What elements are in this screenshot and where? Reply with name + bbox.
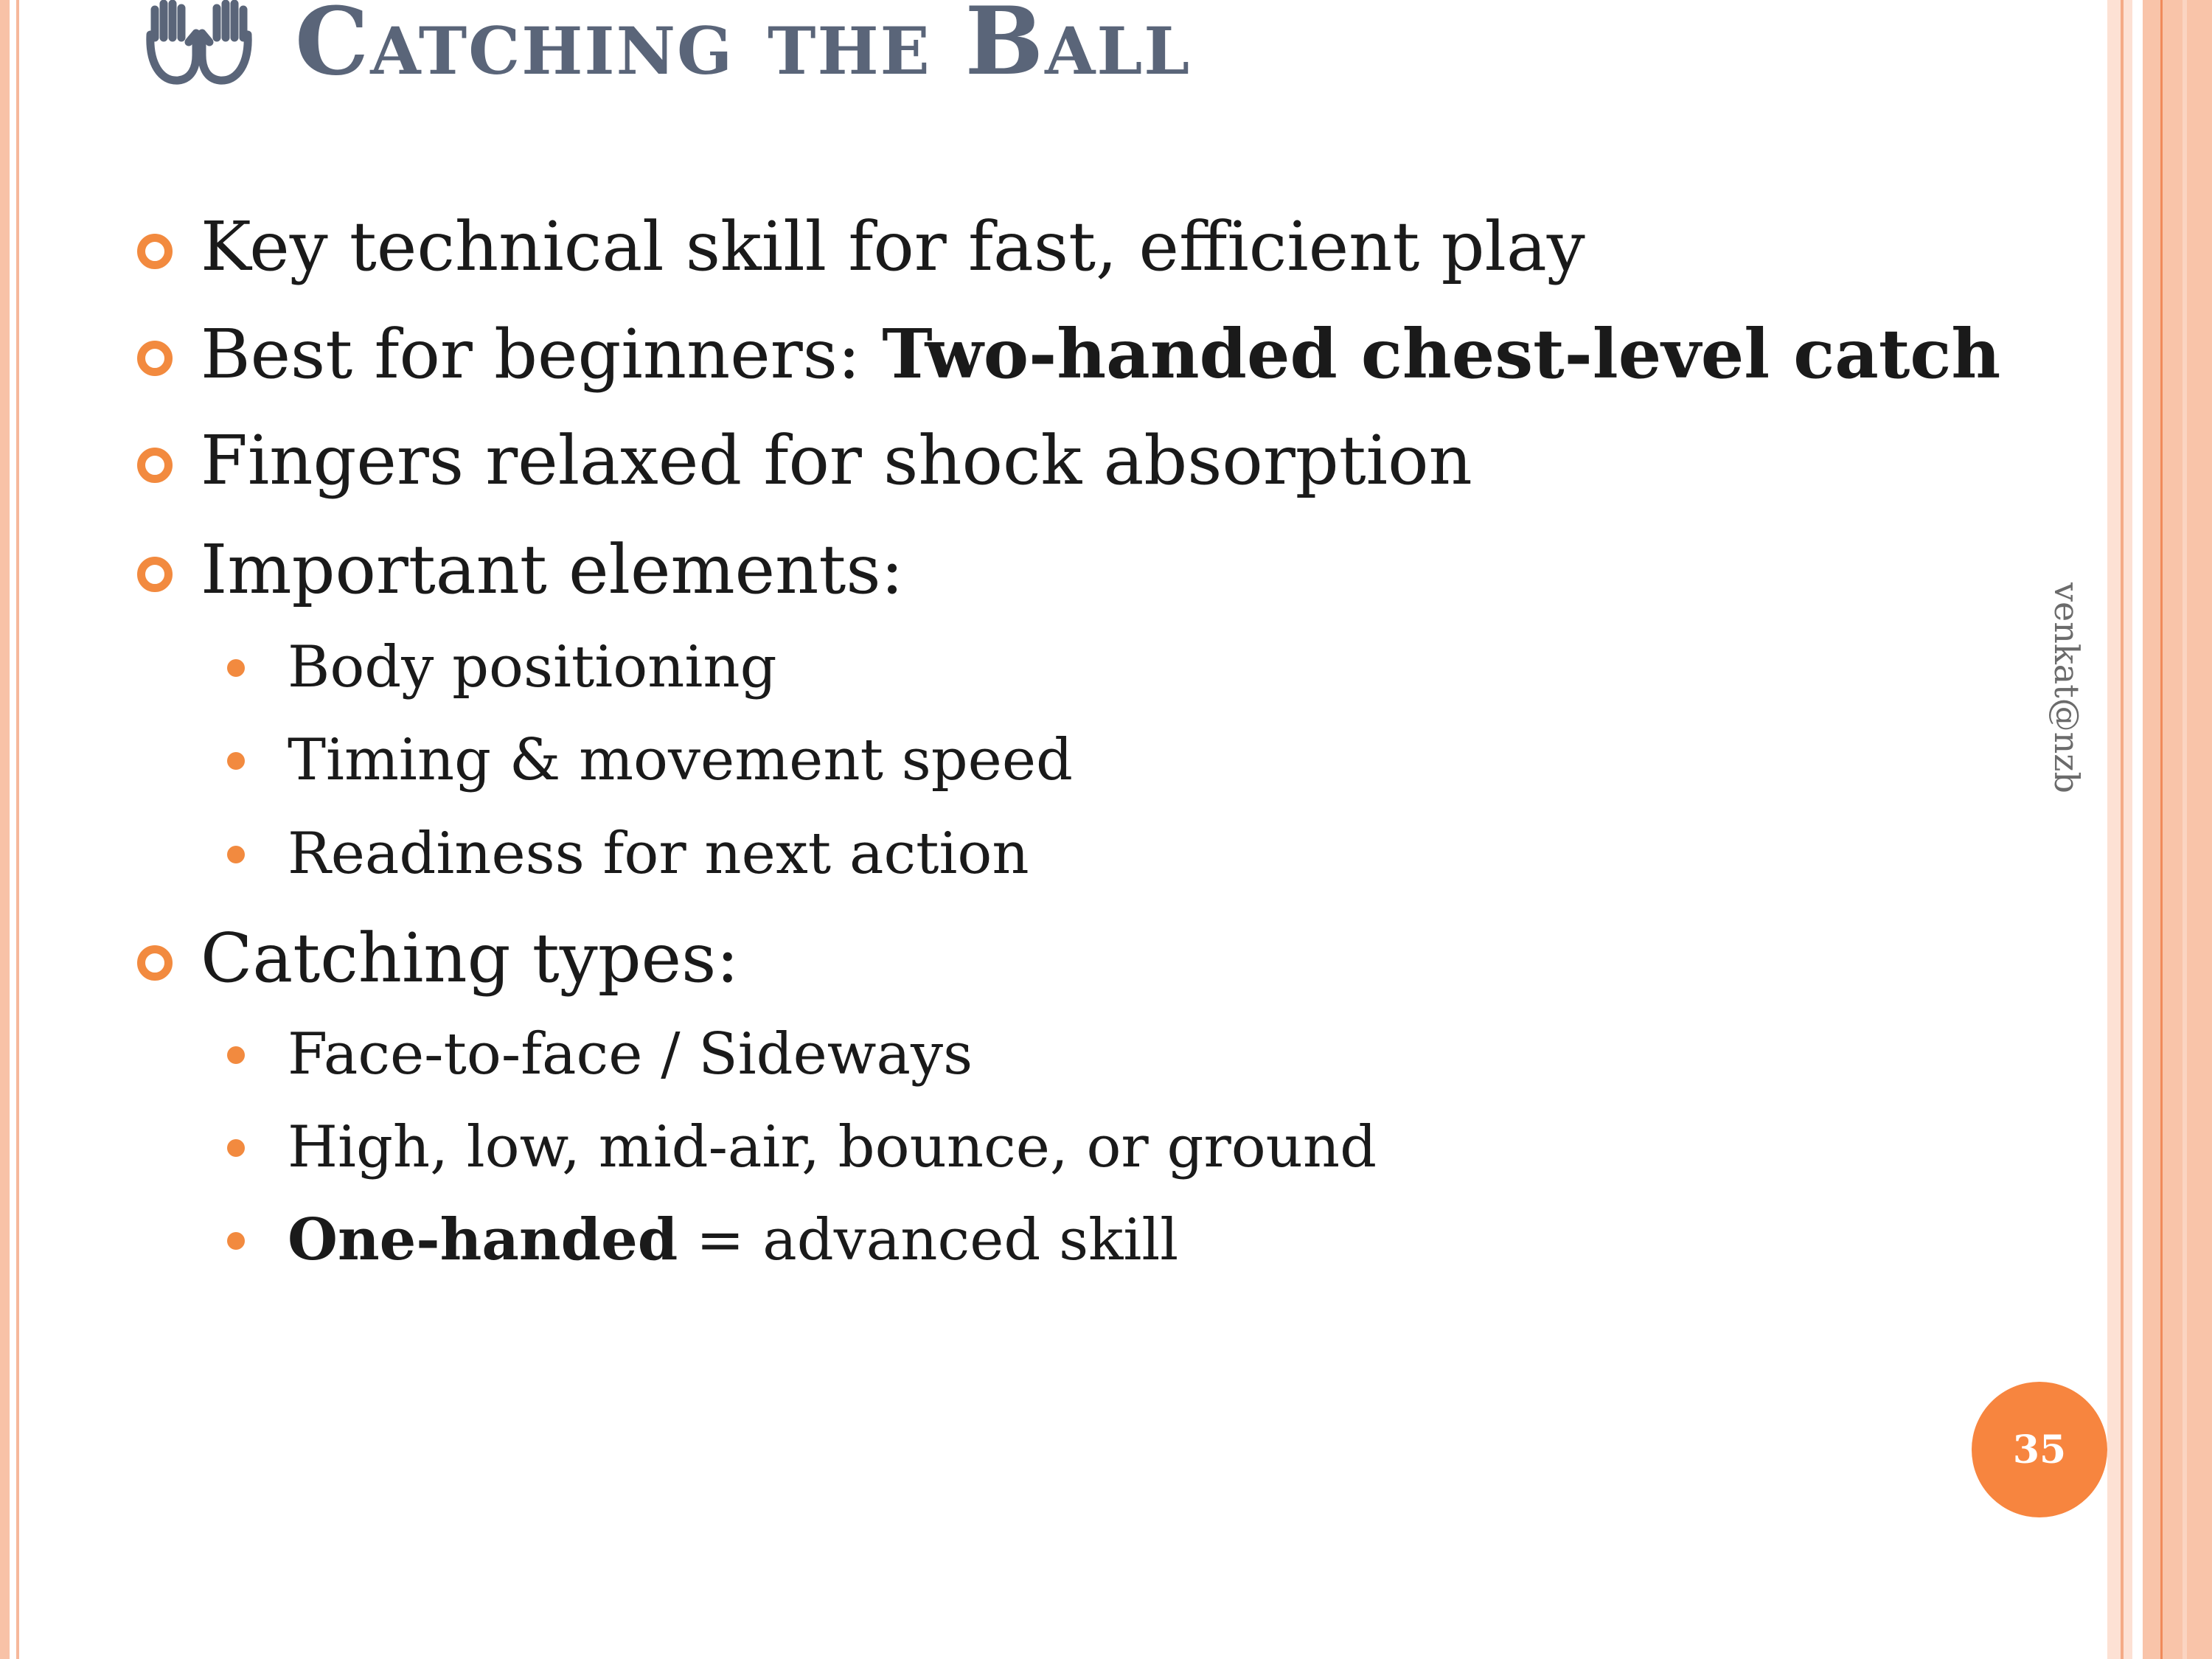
sub-bullet-text: Body positioning xyxy=(288,634,777,700)
side-author-text: venkat@nzb xyxy=(2047,582,2087,793)
bullet-dot-icon xyxy=(227,1232,245,1250)
sub-bullet-item xyxy=(288,632,777,703)
bullet-dot-icon xyxy=(227,752,245,770)
bullet-item xyxy=(201,420,1472,501)
title-row xyxy=(140,0,1192,96)
bullet-dot-icon xyxy=(227,659,245,677)
bullet-text: Fingers relaxed for shock absorption xyxy=(201,421,1472,500)
bullet-text: Key technical skill for fast, efficient play xyxy=(201,207,1585,286)
bullet-circle-icon xyxy=(137,448,173,483)
left-border-stripe xyxy=(0,0,10,1659)
sub-bullet-text: Readiness for next action xyxy=(288,821,1029,887)
bullet-item xyxy=(201,313,2000,395)
sub-bullet-item xyxy=(288,725,1073,796)
right-border-stripe-light-2 xyxy=(2124,0,2132,1659)
right-border-stripe-light xyxy=(2107,0,2121,1659)
bullet-circle-icon xyxy=(137,341,173,376)
bullet-circle-icon xyxy=(137,945,173,981)
bullet-item xyxy=(201,918,739,999)
page-number-badge: 35 xyxy=(1972,1382,2107,1517)
bullet-text: Catching types: xyxy=(201,919,740,998)
sub-bullet-text: = advanced skill xyxy=(678,1207,1179,1273)
bullet-text: Best for beginners: xyxy=(201,315,883,394)
right-border-band-line xyxy=(2160,0,2163,1659)
bullet-dot-icon xyxy=(227,1139,245,1157)
sub-bullet-text: High, low, mid-air, bounce, or ground xyxy=(288,1114,1377,1180)
bullet-item xyxy=(201,529,904,611)
sub-bullet-item xyxy=(288,1205,1178,1276)
sub-bullet-text: Timing & movement speed xyxy=(288,727,1073,793)
bullet-dot-icon xyxy=(227,1046,245,1064)
sub-bullet-item xyxy=(288,1112,1377,1183)
sub-bullet-text: Face-to-face / Sideways xyxy=(288,1021,973,1088)
bullet-circle-icon xyxy=(137,234,173,269)
right-border-band-light xyxy=(2183,0,2187,1659)
right-border-band xyxy=(2143,0,2212,1659)
bullet-dot-icon xyxy=(227,846,245,863)
bullet-bold-text: Two-handed chest-level catch xyxy=(882,314,2001,394)
sub-bullet-item xyxy=(288,1019,973,1090)
bullet-item xyxy=(201,206,1585,288)
sub-bullet-item xyxy=(288,818,1029,889)
left-border-line xyxy=(16,0,19,1659)
bullet-text: Important elements: xyxy=(201,530,904,609)
slide-title: Catching the Ball xyxy=(295,0,1192,96)
bullet-circle-icon xyxy=(137,557,173,592)
open-hands-icon xyxy=(140,0,258,89)
sub-bullet-bold-text: One-handed xyxy=(288,1206,678,1273)
